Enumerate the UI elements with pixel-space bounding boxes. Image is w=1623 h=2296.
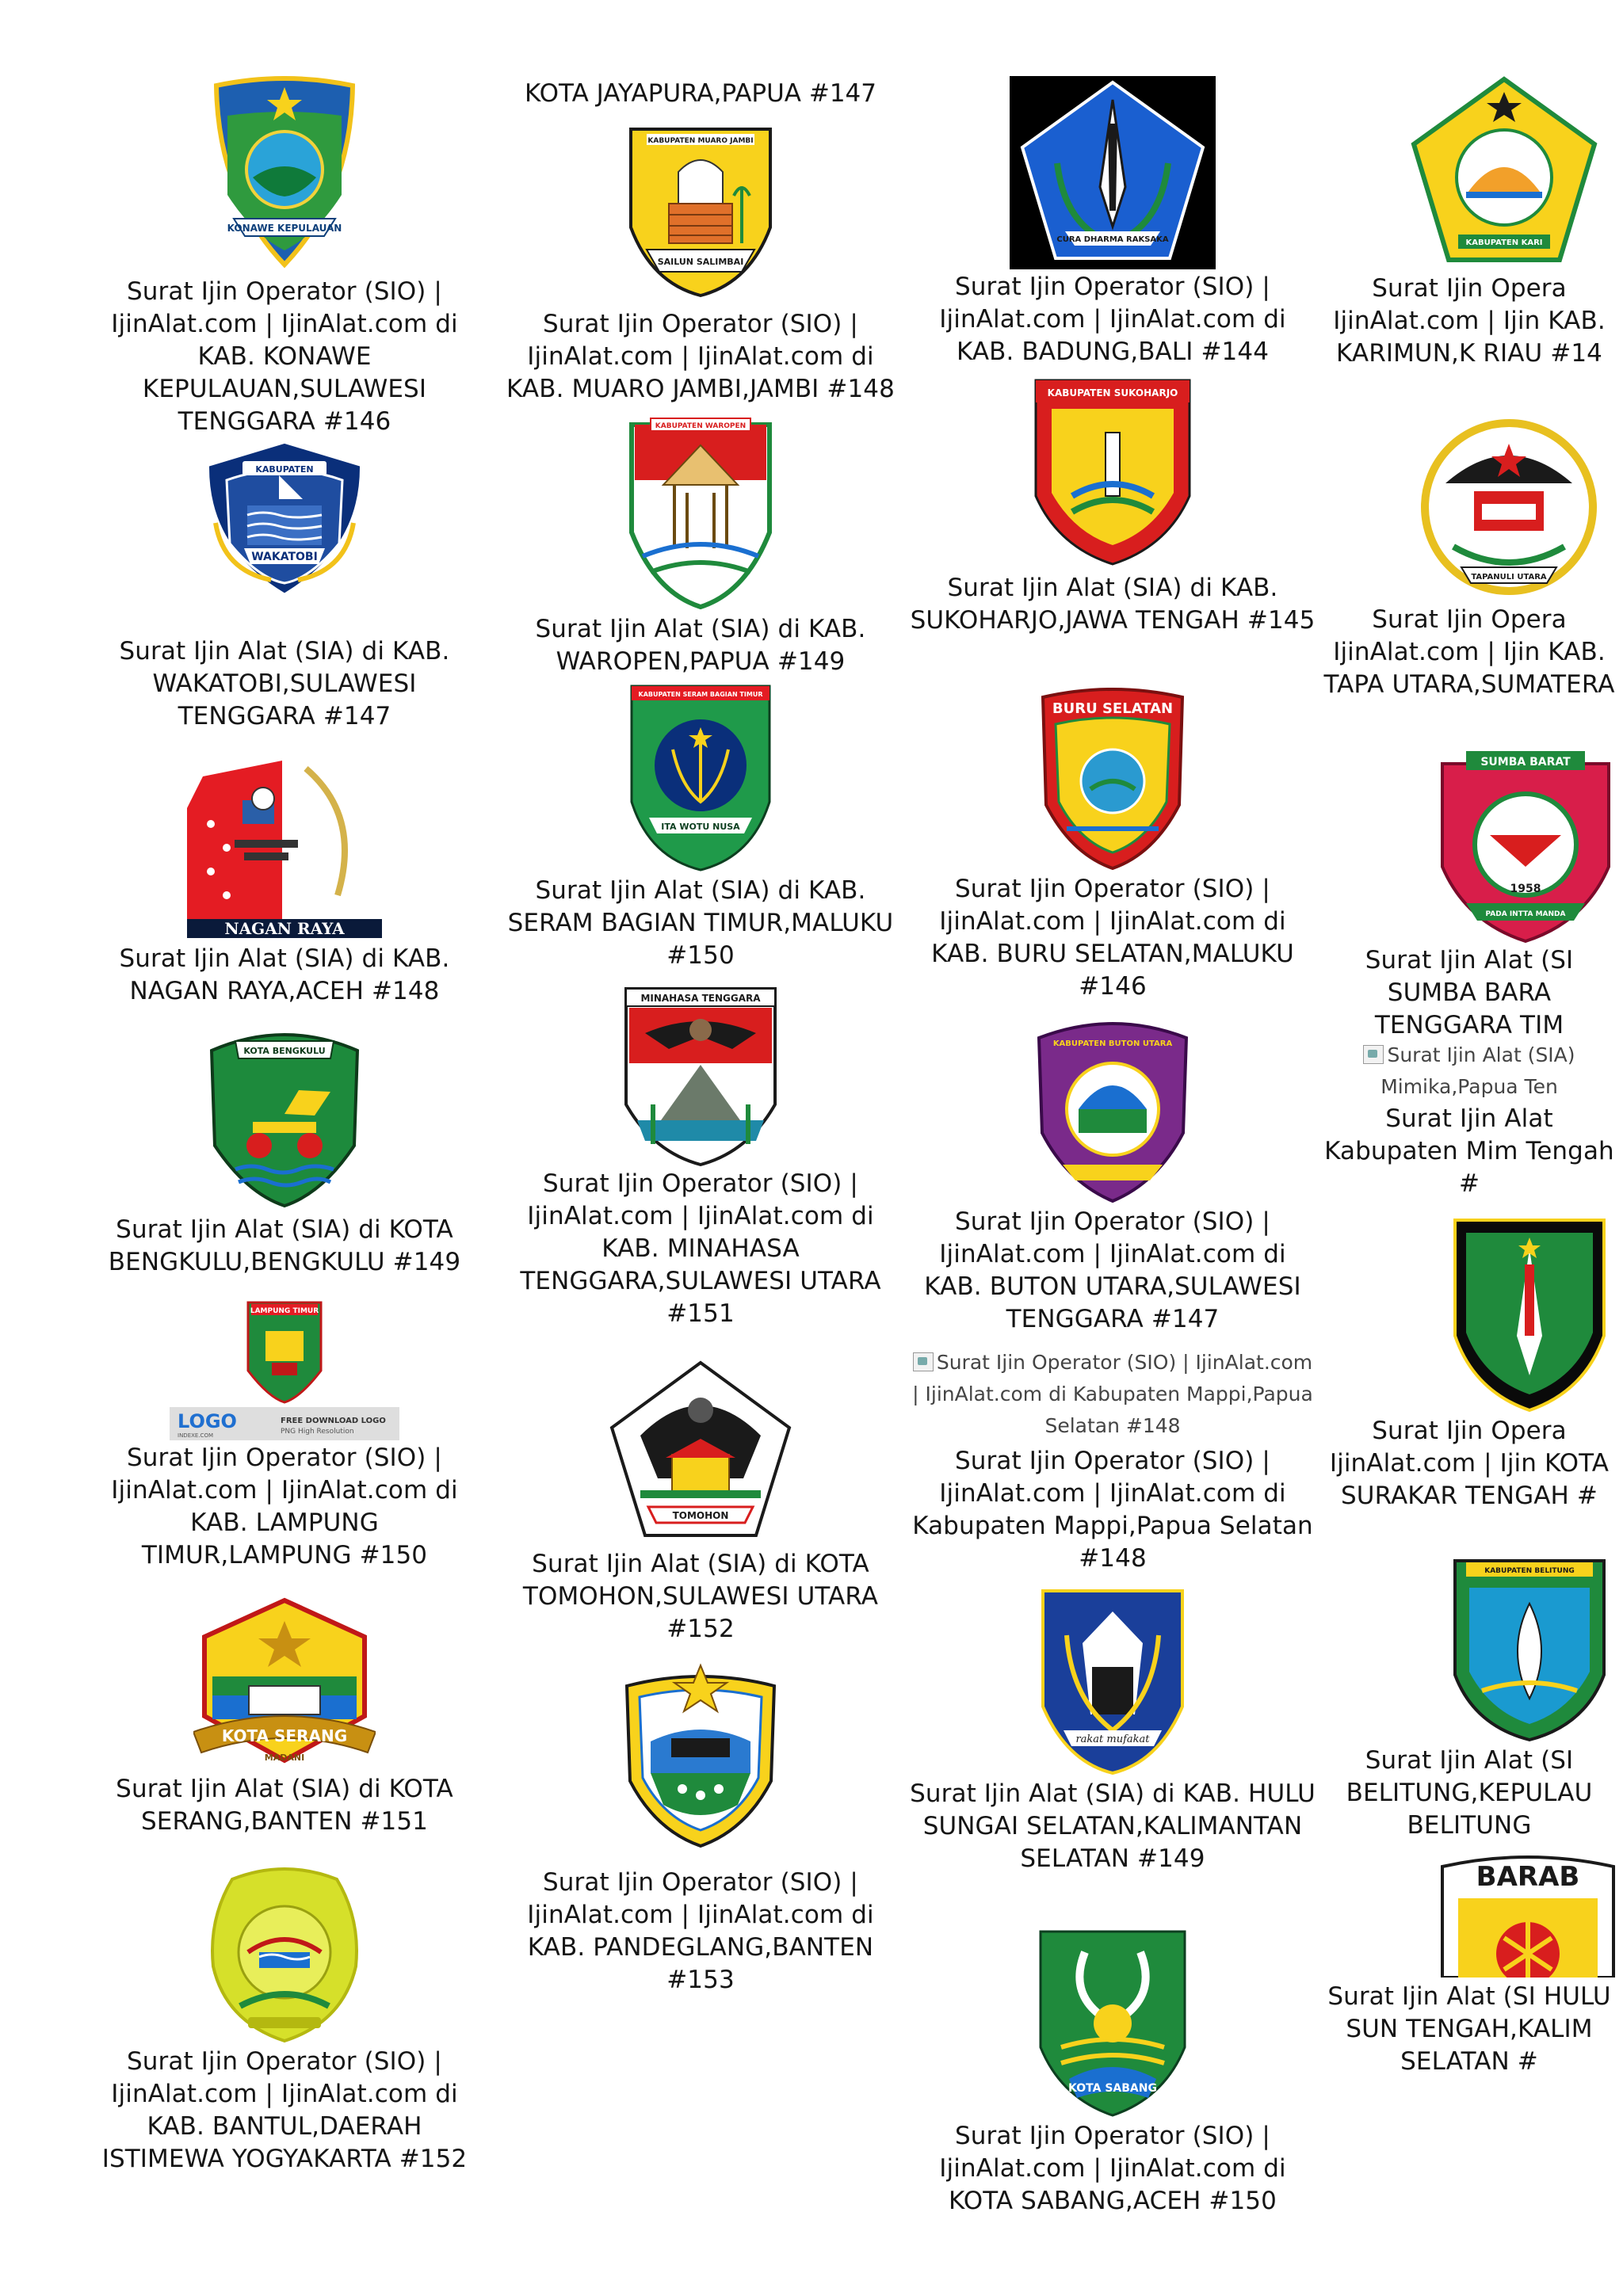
logo-image[interactable] — [82, 76, 487, 271]
svg-text:KABUPATEN BELITUNG: KABUPATEN BELITUNG — [1484, 1567, 1575, 1575]
waropen-emblem-icon — [627, 414, 774, 612]
logo-image[interactable] — [495, 683, 907, 873]
logo-image[interactable] — [495, 414, 907, 612]
svg-text:CURA DHARMA RAKSAKA: CURA DHARMA RAKSAKA — [1056, 235, 1169, 244]
logo-card[interactable] — [82, 444, 487, 733]
logo-card[interactable] — [495, 78, 907, 406]
logo-caption-top[interactable]: KOTA JAYAPURA,PAPUA #147 — [525, 79, 876, 108]
logo-card[interactable] — [82, 1299, 487, 1572]
tapanuli-utara-emblem-icon — [1414, 412, 1604, 602]
logo-image[interactable] — [495, 986, 907, 1166]
svg-text:SUMBA BARAT: SUMBA BARAT — [1480, 756, 1571, 769]
logo-caption[interactable]: Surat Ijin Alat (SIA) di KAB. WAROPEN,PAPUA #149 — [535, 615, 866, 676]
karimun-emblem-icon — [1411, 76, 1598, 271]
logo-card[interactable] — [907, 1347, 1319, 1575]
svg-text:rakat mufakat: rakat mufakat — [1075, 1733, 1150, 1745]
svg-text:MINAHASA TENGGARA: MINAHASA TENGGARA — [640, 993, 761, 1004]
logo-card[interactable] — [82, 1863, 487, 2176]
logo-card[interactable] — [495, 986, 907, 1330]
svg-text:KOTA SERANG: KOTA SERANG — [221, 1726, 348, 1745]
logo-card[interactable] — [82, 1597, 487, 1838]
logo-card[interactable] — [495, 683, 907, 972]
logo-card[interactable] — [495, 414, 907, 678]
logo-image[interactable] — [1316, 1217, 1623, 1413]
broken-image-icon — [1363, 1045, 1384, 1064]
logo-caption[interactable]: Surat Ijin Operator (SIO) | IjinAlat.com | IjinAlat.com di KAB. MINAHASA TENGGARA,SULAWESI UTARA #151 — [520, 1169, 881, 1328]
logo-card[interactable] — [907, 686, 1319, 1003]
logo-caption[interactable]: Surat Ijin Alat (SI HULU SUN TENGAH,KALIM SELATAN # — [1327, 1982, 1611, 2076]
seram-bagian-timur-emblem-icon — [625, 683, 776, 873]
logo-caption[interactable]: Surat Ijin Alat (SIA) di KOTA TOMOHON,SULAWESI UTARA #152 — [522, 1550, 879, 1643]
nagan-raya-emblem-icon — [187, 753, 382, 938]
logo-caption[interactable]: Surat Ijin Opera IjinAlat.com | Ijin KAB. TAPA UTARA,SUMATERA — [1323, 605, 1615, 699]
logo-card[interactable] — [1316, 1851, 1623, 2078]
logo-image[interactable] — [1316, 76, 1623, 271]
logo-image[interactable] — [82, 444, 487, 594]
logo-image[interactable] — [907, 1928, 1319, 2119]
minahasa-tenggara-emblem-icon — [621, 986, 780, 1166]
svg-text:KABUPATEN KARI: KABUPATEN KARI — [1465, 238, 1543, 247]
logo-card[interactable] — [907, 1928, 1319, 2218]
logo-image[interactable] — [907, 377, 1319, 567]
logo-caption[interactable]: Surat Ijin Alat (SIA) di KAB. SERAM BAGIAN TIMUR,MALUKU #150 — [507, 876, 894, 970]
logo-card[interactable] — [82, 1027, 487, 1279]
svg-text:PADA INTTA MANDA: PADA INTTA MANDA — [1485, 910, 1566, 918]
logo-caption[interactable]: Surat Ijin Alat (SI BELITUNG,KEPULAU BELITUNG — [1346, 1746, 1593, 1840]
logo-caption[interactable]: Surat Ijin Alat (SIA) di KAB. SUKOHARJO,JAWA TENGAH #145 — [910, 574, 1316, 635]
logo-caption[interactable]: Surat Ijin Operator (SIO) | IjinAlat.com | IjinAlat.com di KAB. BANTUL,DAERAH ISTIMEWA YOGYAKARTA #152 — [101, 2047, 468, 2173]
svg-text:FREE DOWNLOAD LOGO: FREE DOWNLOAD LOGO — [281, 1417, 386, 1425]
bantul-emblem-icon — [208, 1863, 361, 2044]
svg-text:KONAWE KEPULAUAN: KONAWE KEPULAUAN — [227, 223, 342, 234]
logo-caption[interactable]: Surat Ijin Operator (SIO) | IjinAlat.com | IjinAlat.com di KAB. BUTON UTARA,SULAWESI TENGGARA #147 — [924, 1207, 1301, 1333]
logo-image[interactable] — [907, 1588, 1319, 1776]
svg-text:LOGO: LOGO — [178, 1410, 237, 1432]
svg-text:NAGAN RAYA: NAGAN RAYA — [224, 919, 345, 938]
muaro-jambi-emblem-icon — [623, 116, 778, 299]
svg-text:KABUPATEN: KABUPATEN — [255, 464, 314, 475]
svg-text:KOTA SABANG: KOTA SABANG — [1068, 2082, 1157, 2095]
broken-image-alt[interactable]: Surat Ijin Alat (SIA) Mimika,Papua Ten — [1316, 1039, 1623, 1103]
logo-card[interactable] — [495, 1662, 907, 1997]
logo-caption[interactable]: Surat Ijin Opera IjinAlat.com | Ijin KOTA SURAKAR TENGAH # — [1329, 1417, 1610, 1510]
surakarta-emblem-icon — [1450, 1217, 1609, 1413]
logo-caption[interactable]: Surat Ijin Alat (SIA) di KAB. HULU SUNGAI SELATAN,KALIMANTAN SELATAN #149 — [910, 1779, 1316, 1873]
logo-card[interactable] — [1316, 1217, 1623, 1512]
tomohon-emblem-icon — [609, 1360, 792, 1539]
logo-caption[interactable]: Surat Ijin Alat Kabupaten Mim Tengah # — [1324, 1104, 1614, 1198]
svg-text:WAKATOBI: WAKATOBI — [251, 551, 318, 563]
logo-caption[interactable]: Surat Ijin Operator (SIO) | IjinAlat.com | IjinAlat.com di KAB. PANDEGLANG,BANTEN #153 — [527, 1868, 874, 1994]
logo-image[interactable] — [495, 116, 907, 299]
svg-text:KABUPATEN SUKOHARJO: KABUPATEN SUKOHARJO — [1047, 387, 1178, 399]
svg-text:SAILUN SALIMBAI: SAILUN SALIMBAI — [657, 257, 744, 267]
hulu-sungai-tengah-emblem-icon — [1434, 1851, 1621, 1978]
logo-image[interactable] — [1316, 412, 1623, 602]
logo-caption[interactable]: Surat Ijin Operator (SIO) | IjinAlat.com | IjinAlat.com di KOTA SABANG,ACEH #150 — [939, 2122, 1286, 2215]
lampung-timur-emblem-icon — [245, 1299, 324, 1404]
logo-card[interactable] — [495, 1360, 907, 1646]
svg-text:BARAB: BARAB — [1476, 1861, 1580, 1893]
svg-text:LAMPUNG TIMUR: LAMPUNG TIMUR — [250, 1307, 319, 1315]
logo-caption[interactable]: Surat Ijin Operator (SIO) | IjinAlat.com | IjinAlat.com di KAB. BURU SELATAN,MALUKU #146 — [931, 875, 1294, 1001]
sukoharjo-emblem-icon — [1033, 377, 1193, 567]
logo-card[interactable] — [1316, 412, 1623, 701]
column-1 — [82, 0, 487, 2296]
logo-caption[interactable]: Surat Ijin Operator (SIO) | IjinAlat.com | IjinAlat.com di Kabupaten Mappi,Papua Selatan #148 — [912, 1447, 1313, 1573]
svg-text:TAPANULI UTARA: TAPANULI UTARA — [1471, 573, 1547, 582]
logo-card[interactable] — [907, 1014, 1319, 1336]
svg-text:KOTA BENGKULU: KOTA BENGKULU — [243, 1046, 326, 1056]
logo-image[interactable] — [495, 1662, 907, 1851]
logo-caption[interactable]: Surat Ijin Alat (SIA) di KAB. WAKATOBI,SULAWESI TENGGARA #147 — [119, 637, 450, 730]
svg-text:KABUPATEN MUARO JAMBI: KABUPATEN MUARO JAMBI — [647, 137, 754, 145]
logo-caption[interactable]: Surat Ijin Operator (SIO) | IjinAlat.com | IjinAlat.com di KAB. LAMPUNG TIMUR,LAMPUNG #150 — [111, 1444, 458, 1569]
pandeglang-emblem-icon — [619, 1662, 782, 1851]
logo-image[interactable] — [82, 1863, 487, 2044]
watermark-banner — [170, 1407, 399, 1440]
svg-text:KABUPATEN WAROPEN: KABUPATEN WAROPEN — [655, 422, 747, 430]
kota-sabang-emblem-icon — [1037, 1928, 1188, 2119]
sumba-barat-emblem-icon — [1434, 748, 1617, 943]
belitung-emblem-icon — [1450, 1556, 1609, 1743]
logo-image[interactable] — [82, 1027, 487, 1209]
logo-caption[interactable]: Surat Ijin Operator (SIO) | IjinAlat.com | IjinAlat.com di KAB. KONAWE KEPULAUAN,SULAWESI TENGGARA #146 — [111, 277, 458, 436]
svg-text:PNG High Resolution: PNG High Resolution — [281, 1428, 354, 1436]
logo-caption[interactable]: Surat Ijin Operator (SIO) | IjinAlat.com | IjinAlat.com di KAB. BADUNG,BALI #144 — [939, 273, 1286, 366]
logo-caption[interactable]: Surat Ijin Operator (SIO) | IjinAlat.com | IjinAlat.com di KAB. MUARO JAMBI,JAMBI #148 — [506, 310, 895, 403]
buru-selatan-emblem-icon — [1035, 686, 1190, 871]
buton-utara-emblem-icon — [1031, 1014, 1194, 1204]
logo-caption[interactable]: Surat Ijin Alat (SI SUMBA BARA TENGGARA TIM — [1365, 946, 1574, 1039]
logo-card[interactable] — [82, 76, 487, 438]
svg-text:INDEXE.COM: INDEXE.COM — [178, 1432, 213, 1439]
logo-card[interactable] — [82, 753, 487, 1008]
column-3 — [907, 0, 1319, 2296]
logo-card[interactable] — [907, 377, 1319, 637]
logo-image[interactable] — [1316, 1851, 1623, 1978]
konawe-kepulauan-emblem-icon — [205, 76, 364, 271]
logo-card[interactable] — [1316, 1039, 1623, 1200]
column-4-clipped — [1316, 0, 1623, 2296]
column-2 — [495, 0, 907, 2296]
svg-text:KABUPATEN SERAM BAGIAN TIMUR: KABUPATEN SERAM BAGIAN TIMUR — [638, 691, 763, 698]
svg-text:KABUPATEN BUTON UTARA: KABUPATEN BUTON UTARA — [1052, 1039, 1173, 1048]
logo-image[interactable] — [82, 1299, 487, 1404]
logo-image[interactable] — [907, 76, 1319, 269]
badung-emblem-icon — [1010, 76, 1216, 269]
logo-caption[interactable]: Surat Ijin Alat (SIA) di KAB. NAGAN RAYA,ACEH #148 — [119, 944, 450, 1005]
logo-image[interactable] — [82, 753, 487, 938]
svg-text:MADANI: MADANI — [264, 1753, 305, 1763]
kota-serang-emblem-icon — [193, 1597, 376, 1772]
logo-image[interactable] — [495, 1360, 907, 1539]
logo-image[interactable] — [1316, 748, 1623, 943]
broken-image-icon — [913, 1352, 934, 1371]
logo-card[interactable] — [907, 1588, 1319, 1875]
kota-bengkulu-emblem-icon — [204, 1027, 365, 1209]
logo-card[interactable] — [1316, 1556, 1623, 1842]
logo-caption[interactable]: Surat Ijin Alat (SIA) di KOTA SERANG,BANTEN #151 — [116, 1775, 453, 1836]
logo-image[interactable] — [1316, 1556, 1623, 1743]
logo-card[interactable] — [1316, 748, 1623, 1042]
svg-text:1958: 1958 — [1510, 883, 1541, 895]
wakatobi-emblem-icon — [200, 444, 369, 594]
svg-text:ITA WOTU NUSA: ITA WOTU NUSA — [661, 822, 740, 832]
logo-image[interactable] — [907, 686, 1319, 871]
logo-image[interactable] — [907, 1014, 1319, 1204]
svg-text:BURU SELATAN: BURU SELATAN — [1052, 700, 1174, 717]
svg-text:TOMOHON: TOMOHON — [672, 1510, 729, 1521]
logo-card[interactable] — [907, 76, 1319, 368]
logo-caption[interactable]: Surat Ijin Opera IjinAlat.com | Ijin KAB. KARIMUN,K RIAU #14 — [1333, 274, 1606, 368]
logo-card[interactable] — [1316, 76, 1623, 370]
logo-caption[interactable]: Surat Ijin Alat (SIA) di KOTA BENGKULU,BENGKULU #149 — [108, 1215, 461, 1276]
broken-image-alt[interactable]: Surat Ijin Operator (SIO) | IjinAlat.com | IjinAlat.com di Kabupaten Mappi,Papua Selatan #148 — [912, 1351, 1313, 1437]
logo-image[interactable] — [82, 1597, 487, 1772]
hulu-sungai-selatan-emblem-icon — [1040, 1588, 1186, 1776]
